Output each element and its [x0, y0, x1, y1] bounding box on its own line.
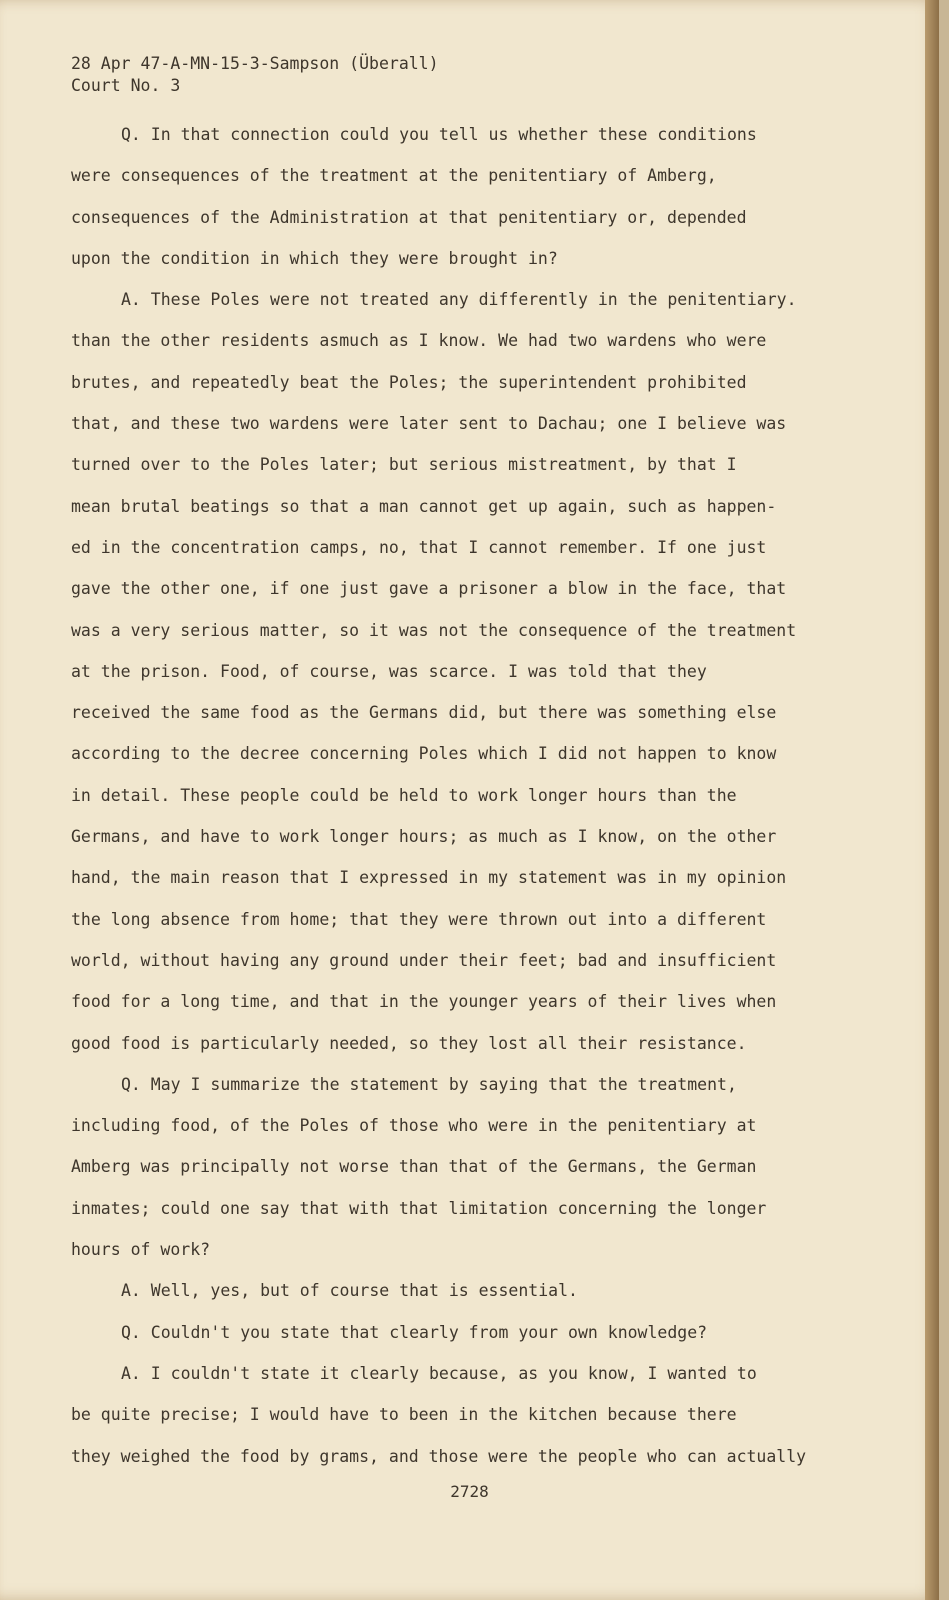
- text-line: Q. Couldn't you state that clearly from your own knowledge?: [121, 1322, 708, 1342]
- text-line: that, and these two wardens were later sent to Dachau; one I believe was: [71, 414, 787, 434]
- text-line: world, without having any ground under their feet; bad and insufficient: [71, 950, 777, 970]
- text-line: inmates; could one say that with that limitation concerning the longer: [71, 1198, 767, 1218]
- paragraph-question-2: [71, 1064, 841, 1270]
- text-line: mean brutal beatings so that a man cannot get up again, such as happen-: [71, 496, 777, 516]
- text-line: Q. In that connection could you tell us whether these conditions: [121, 125, 757, 144]
- header-reference: 28 Apr 47-A-MN-15-3-Sampson (Überall): [71, 54, 439, 73]
- text-line: A. I couldn't state it clearly because, as you know, I wanted to: [121, 1363, 757, 1383]
- text-line: A. Well, yes, but of course that is essential.: [121, 1281, 578, 1301]
- text-line: at the prison. Food, of course, was scarce. I was told that they: [71, 661, 707, 681]
- page-edge: [925, 0, 939, 1600]
- text-line: Amberg was principally not worse than that of the Germans, the German: [71, 1157, 757, 1177]
- text-line: brutes, and repeatedly beat the Poles; the superintendent prohibited: [71, 372, 747, 392]
- text-line: than the other residents asmuch as I know. We had two wardens who were: [71, 331, 767, 351]
- document-header: [71, 53, 439, 97]
- text-line: hours of work?: [71, 1240, 211, 1260]
- text-line: Q. May I summarize the statement by saying that the treatment,: [121, 1074, 737, 1094]
- text-line: was a very serious matter, so it was not the consequence of the treatment: [71, 620, 797, 640]
- paragraph-answer-1: [71, 279, 841, 1064]
- text-line: in detail. These people could be held to work longer hours than the: [71, 785, 737, 805]
- text-line: Germans, and have to work longer hours; as much as I know, on the other: [71, 827, 777, 847]
- text-line: hand, the main reason that I expressed in my statement was in my opinion: [71, 868, 787, 888]
- paragraph-question-3: [71, 1312, 841, 1353]
- text-line: the long absence from home; that they were thrown out into a different: [71, 909, 767, 929]
- header-court: Court No. 3: [71, 76, 181, 95]
- text-line: good food is particularly needed, so they lost all their resistance.: [71, 1033, 747, 1053]
- text-line: A. These Poles were not treated any differently in the penitentiary.: [121, 290, 797, 310]
- paragraph-answer-3: [71, 1353, 841, 1477]
- text-line: consequences of the Administration at that penitentiary or, depended: [71, 207, 747, 227]
- text-line: gave the other one, if one just gave a prisoner a blow in the face, that: [71, 579, 787, 599]
- text-line: according to the decree concerning Poles which I did not happen to know: [71, 744, 777, 764]
- text-line: be quite precise; I would have to been in the kitchen because there: [71, 1405, 737, 1425]
- text-line: ed in the concentration camps, no, that I cannot remember. If one just: [71, 537, 767, 557]
- transcript-body: [71, 114, 841, 1477]
- text-line: they weighed the food by grams, and those were the people who can actually: [71, 1446, 807, 1466]
- text-line: food for a long time, and that in the younger years of their lives when: [71, 992, 777, 1012]
- text-line: upon the condition in which they were brought in?: [71, 248, 558, 268]
- text-line: including food, of the Poles of those who were in the penitentiary at: [71, 1116, 757, 1136]
- text-line: turned over to the Poles later; but serious mistreatment, by that I: [71, 455, 737, 475]
- text-line: were consequences of the treatment at the penitentiary of Amberg,: [71, 166, 717, 186]
- text-line: received the same food as the Germans did, but there was something else: [71, 703, 777, 723]
- page-number: 2728: [450, 1482, 489, 1501]
- paragraph-answer-2: [71, 1270, 841, 1311]
- paragraph-question-1: [71, 114, 841, 279]
